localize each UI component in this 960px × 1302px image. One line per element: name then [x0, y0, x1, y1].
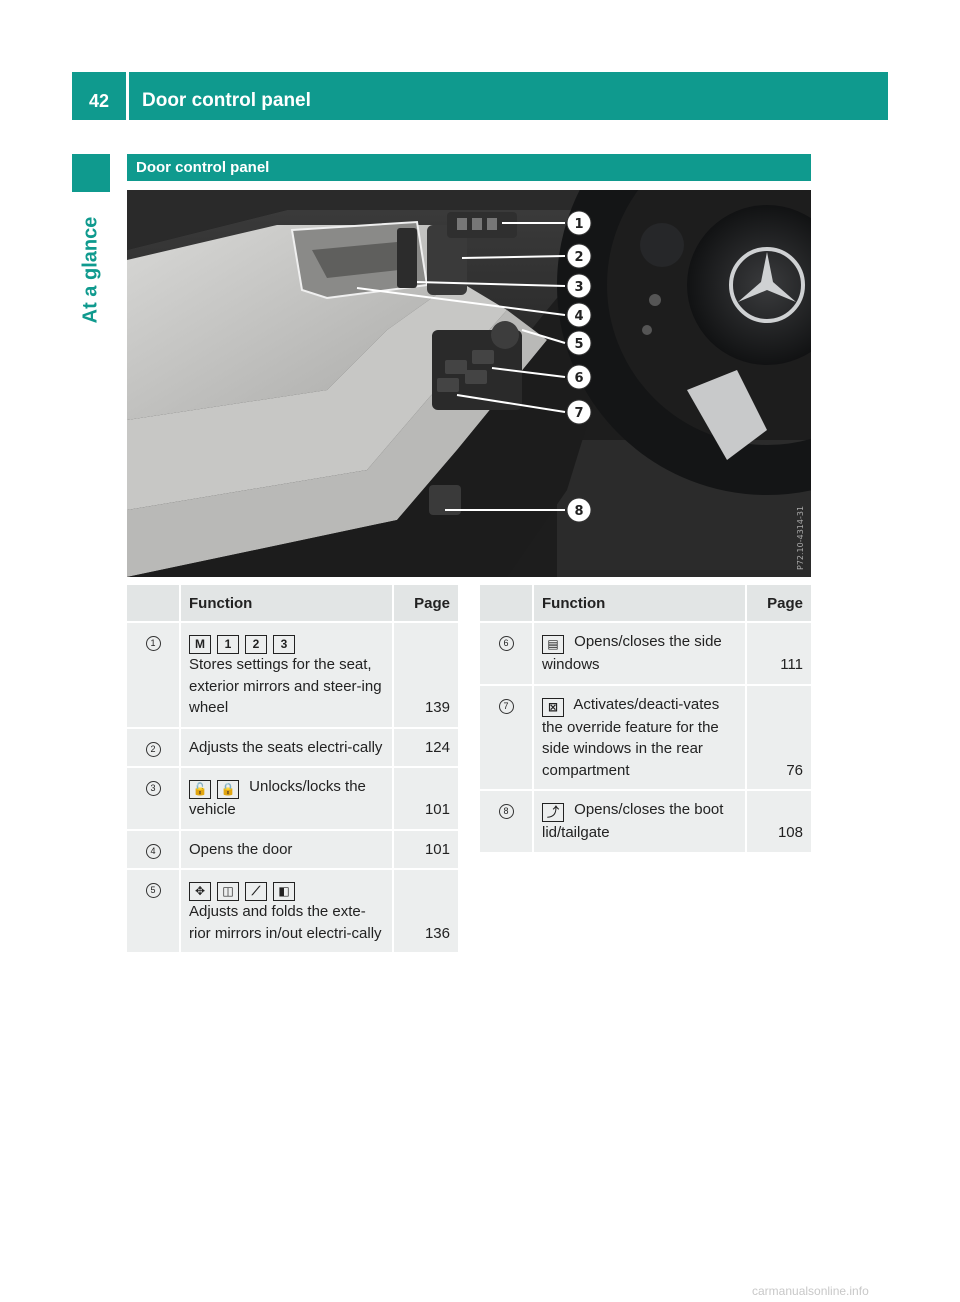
function-text: Opens the door	[180, 830, 393, 870]
header-divider	[126, 72, 129, 120]
side-tab-marker	[72, 154, 110, 192]
column-header-function: Function	[533, 585, 746, 622]
memory-m-icon: M	[189, 635, 211, 654]
function-text: Unlocks/locks the vehicle	[189, 778, 366, 818]
page-ref: 101	[393, 767, 458, 830]
callout-8: 8	[574, 504, 584, 519]
callout-3: 3	[574, 280, 584, 295]
side-tab-label: At a glance	[79, 216, 102, 324]
table-row	[127, 728, 458, 768]
column-header-page: Page	[746, 585, 811, 622]
window-icon: ▤	[542, 635, 564, 654]
page-ref: 108	[746, 790, 811, 853]
page-ref: 76	[746, 685, 811, 791]
item-number: 3	[146, 781, 161, 796]
item-number: 7	[499, 699, 514, 714]
mirror-adjust-icon: ✥	[189, 882, 211, 901]
table-row	[127, 830, 458, 870]
item-number: 6	[499, 636, 514, 651]
table-row	[480, 790, 811, 853]
function-table-left	[127, 585, 458, 954]
header-title: Door control panel	[142, 90, 311, 111]
callout-6: 6	[574, 371, 584, 386]
door-panel-photo	[127, 190, 811, 577]
function-text: Adjusts the seats electri-cally	[180, 728, 393, 768]
table-header-row	[480, 585, 811, 622]
column-header-page: Page	[393, 585, 458, 622]
tailgate-icon: ⤴	[542, 803, 564, 822]
function-table-right	[480, 585, 811, 854]
function-text: Opens/closes the boot lid/tailgate	[542, 801, 724, 841]
item-number: 2	[146, 742, 161, 757]
section-title: Door control panel	[127, 154, 811, 181]
memory-2-icon: 2	[245, 635, 267, 654]
override-icon: ⊠	[542, 698, 564, 717]
item-number: 8	[499, 804, 514, 819]
image-code: P72.10-4314-31	[796, 505, 805, 570]
table-row	[127, 622, 458, 728]
item-number: 4	[146, 844, 161, 859]
function-text: Stores settings for the seat, exterior mirrors and steer-ing wheel	[189, 656, 382, 716]
function-text: Adjusts and folds the exte-rior mirrors in/out electri-cally	[189, 903, 382, 942]
page-ref: 136	[393, 869, 458, 953]
unlock-icon: 🔓	[189, 780, 211, 799]
mirror-fold-icon: ⟋	[245, 882, 267, 901]
callout-2: 2	[574, 250, 584, 265]
watermark: carmanualsonline.info	[752, 1284, 869, 1298]
page-ref: 124	[393, 728, 458, 768]
page-ref: 101	[393, 830, 458, 870]
table-row	[127, 869, 458, 953]
table-row	[127, 767, 458, 830]
function-text: Activates/deacti-vates the override feature for the side windows in the rear compartment	[542, 695, 720, 779]
page-header	[72, 72, 888, 120]
page-number: 42	[88, 91, 110, 111]
callout-1: 1	[574, 217, 584, 232]
table-row	[480, 622, 811, 685]
mirror-left-icon: ◫	[217, 882, 239, 901]
page-ref: 139	[393, 622, 458, 728]
item-number: 1	[146, 636, 161, 651]
item-number: 5	[146, 883, 161, 898]
table-row	[480, 685, 811, 791]
memory-1-icon: 1	[217, 635, 239, 654]
callout-7: 7	[574, 406, 584, 421]
table-header-row	[127, 585, 458, 622]
page-ref: 111	[746, 622, 811, 685]
callout-5: 5	[574, 337, 584, 352]
callout-4: 4	[574, 309, 584, 324]
function-text: Opens/closes the side windows	[542, 633, 722, 673]
lock-icon: 🔒	[217, 780, 239, 799]
column-header-function: Function	[180, 585, 393, 622]
mirror-right-icon: ◧	[273, 882, 295, 901]
memory-3-icon: 3	[273, 635, 295, 654]
